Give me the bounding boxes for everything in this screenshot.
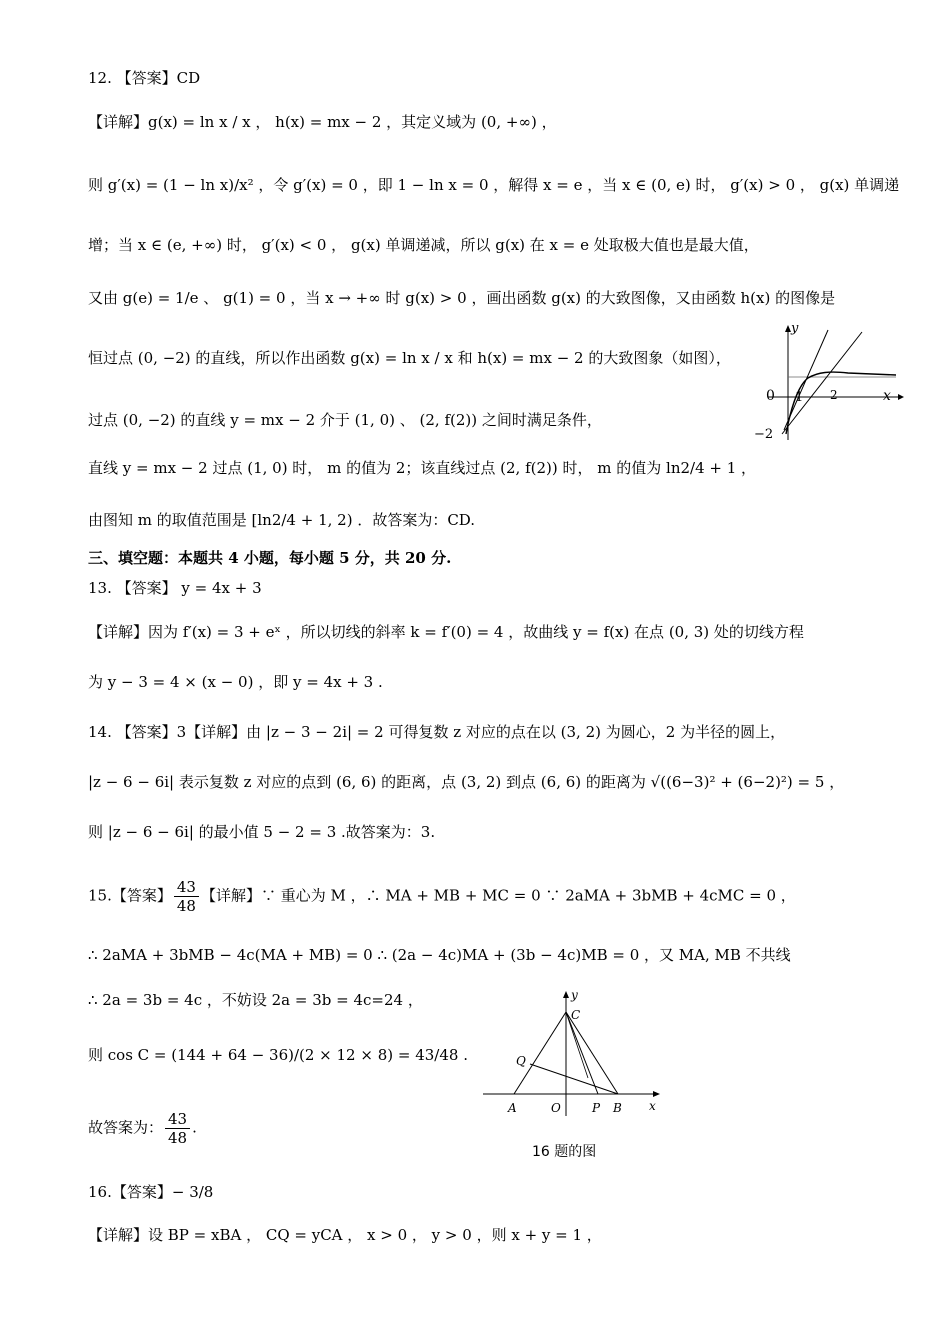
q12-line1: g(x) = ln x / x ， h(x) = mx − 2 ，其定义域为 (0, +∞) ， [148,113,557,131]
q12-graph-figure [748,322,908,442]
fig12-x-label: x [883,388,891,404]
q12-detail-3: 增；当 x ∈ (e, +∞) 时， g′(x) < 0 ， g(x) 单调递减，所以 g(x) 在 x = e 处取极大值也是最大值， [88,236,759,254]
q15-final-prefix: 故答案为： [88,1118,164,1137]
q13-answer: 13. 【答案】 y = 4x + 3 [88,579,262,597]
q15-final-suffix: . [192,1118,197,1137]
q15-answer-fraction: $\frac{43}{48}$ [174,878,199,915]
q12-detail-7: 直线 y = mx − 2 过点 (1, 0) 时， m 的值为 2；该直线过点 (2, f(2)) 时， m 的值为 ln2/4 + 1 ， [88,459,757,477]
q12-detail-2: 则 g′(x) = (1 − ln x)/x² ，令 g′(x) = 0 ，即 1 − ln x = 0 ，解得 x = e ，当 x ∈ (0, e) 时， g′(x) > 0 ， g(x) 单调递 [88,176,900,194]
q15-detail-1: 【详解】∵ 重心为 M ，∴ MA + MB + MC = 0 ∵ 2aMA + 3bMB + 4cMC = 0 ， [200,886,796,905]
section3-heading: 三、填空题：本题共 4 小题，每小题 5 分，共 20 分. [88,549,452,567]
fig16-y-label: y [571,988,578,1002]
q14-detail-2: |z − 6 − 6i| 表示复数 z 对应的点到 (6, 6) 的距离，点 (3, 2) 到点 (6, 6) 的距离为 √((6−3)² + (6−2)²) = 5 ， [88,773,845,791]
q13-detail-2: 为 y − 3 = 4 × (x − 0) ，即 y = 4x + 3 . [88,673,383,691]
fig16-Q: Q [516,1054,526,1068]
q16-triangle-figure [478,988,678,1120]
q12-detail-4: 又由 g(e) = 1/e 、 g(1) = 0 ，当 x → +∞ 时 g(x) > 0 ，画出函数 g(x) 的大致图像，又由函数 h(x) 的图像是 [88,289,836,307]
q15-detail-4: 则 cos C = (144 + 64 − 36)/(2 × 12 × 8) = 43/48 . [88,1046,468,1064]
q14-detail-1: 14. 【答案】3【详解】由 |z − 3 − 2i| = 2 可得复数 z 对应的点在以 (3, 2) 为圆心，2 为半径的圆上， [88,723,786,741]
fig12-y-label: y [791,322,799,336]
q16-detail-1: 【详解】设 BP = xBA ， CQ = yCA ， x > 0 ， y > 0 ，则 x + y = 1 ， [88,1226,602,1244]
q12-detail-8: 由图知 m 的取值范围是 [ln2/4 + 1, 2) ．故答案为：CD. [88,511,476,529]
fig16-x-label: x [649,1099,656,1113]
fig12-minus-two: −2 [754,427,774,442]
q12-answer: 12. 【答案】CD [88,69,201,87]
q16-answer-value: − 3/8 [171,1183,214,1201]
q15-detail-5 [88,1110,197,1147]
fig12-two: 2 [830,388,838,402]
q12-detail-5: 恒过点 (0, −2) 的直线，所以作出函数 g(x) = ln x / x 和 h(x) = mx − 2 的大致图象（如图）， [88,349,731,367]
fig16-caption: 16 题的图 [532,1144,597,1160]
q16-answer [88,1182,213,1202]
fig12-origin: 0 [766,388,775,404]
fig16-B: B [613,1101,622,1115]
q12-detail-1 [88,112,557,132]
q16-prefix: 16.【答案】 [88,1183,172,1201]
q15-prefix: 15.【答案】 [88,886,172,905]
fig16-O: O [551,1101,561,1115]
q15-line1 [88,878,796,915]
q15-detail-3: ∴ 2a = 3b = 4c ，不妨设 2a = 3b = 4c=24 ， [88,991,423,1009]
detail-label: 【详解】 [88,113,149,131]
fig12-one: 1 [795,390,804,405]
q15-detail-2: ∴ 2aMA + 3bMB − 4c(MA + MB) = 0 ∴ (2a − 4c)MA + (3b − 4c)MB = 0 ，又 MA, MB 不共线 [88,946,791,964]
fig16-P: P [592,1101,601,1115]
fig16-A: A [508,1101,517,1115]
q15-final-fraction: $\frac{43}{48}$ [165,1110,190,1147]
q13-detail-1: 【详解】因为 f′(x) = 3 + eˣ ，所以切线的斜率 k = f′(0) = 4 ，故曲线 y = f(x) 在点 (0, 3) 处的切线方程 [88,623,804,641]
fig16-C: C [571,1008,581,1022]
q14-detail-3: 则 |z − 6 − 6i| 的最小值 5 − 2 = 3 .故答案为：3. [88,823,436,841]
q12-detail-6: 过点 (0, −2) 的直线 y = mx − 2 介于 (1, 0) 、 (2, f(2)) 之间时满足条件， [88,411,602,429]
